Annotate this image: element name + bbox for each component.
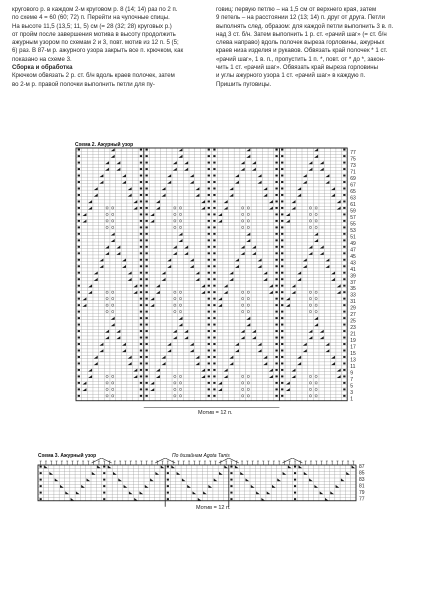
scheme3-motif-label: Мотив = 12 п. xyxy=(196,505,231,511)
left-paragraph-line: от пройм после завершения мотива в высоту продолжить xyxy=(12,30,176,38)
section-heading-assembly: Сборка и обработка xyxy=(12,64,73,72)
scheme2-row-number: 51 xyxy=(350,234,356,241)
right-paragraph-line: Пришить пуговицы. xyxy=(216,80,272,88)
scheme2-row-number: 69 xyxy=(350,176,356,183)
scheme2-motif-label: Мотив = 12 п. xyxy=(198,410,233,416)
scheme3-row-number: 87 xyxy=(359,463,365,470)
right-paragraph xyxy=(216,6,416,89)
scheme2-row-number: 49 xyxy=(350,240,356,247)
left-paragraph-line: ажурным узором по схемам 2 и 3, повт. мотив из 12 п. 5 (5; xyxy=(12,39,179,47)
scheme2-row-number: 47 xyxy=(350,247,356,254)
scheme2-row-number: 75 xyxy=(350,156,356,163)
scheme3-credit: По дизайнам Agota Tanis xyxy=(172,453,230,459)
scheme2-row-number: 37 xyxy=(350,279,356,286)
scheme2-row-number: 7 xyxy=(350,376,353,383)
scheme2-row-number: 35 xyxy=(350,286,356,293)
left-paragraph-2-line: Крючком обвязать 2 р. ст. б/н вдоль краев полочек, затем xyxy=(12,72,175,80)
right-paragraph-line: слева направо) вдоль полочек выреза горловины, ажурных xyxy=(216,39,385,47)
scheme2-row-number: 1 xyxy=(350,396,353,403)
left-paragraph-line: 6) раз. В 87-м р. ажурного узора закрыть все п. крючком, как xyxy=(12,47,184,55)
scheme2-row-number: 73 xyxy=(350,163,356,170)
scheme2-row-number: 13 xyxy=(350,357,356,364)
scheme3-symbols xyxy=(40,465,356,500)
scheme2-title: Схема 2. Ажурный узор xyxy=(75,142,134,148)
scheme3-row-number: 83 xyxy=(359,476,365,483)
left-paragraph-line: На высоте 11,5 (13,5; 11, 5) см (= 28 (32; 28) круговых р.) xyxy=(12,22,172,30)
scheme3-row-number: 77 xyxy=(359,496,365,503)
scheme2-row-number: 11 xyxy=(350,363,356,370)
right-paragraph-line: выполнять след. образом: для каждой петли выполнить 3 в. п. xyxy=(216,22,394,30)
scheme3-title: Схема 3. Ажурный узор xyxy=(38,453,97,459)
left-paragraph xyxy=(12,6,205,64)
scheme2-row-number: 77 xyxy=(350,150,356,157)
scheme2-row-number: 59 xyxy=(350,208,356,215)
scheme2-row-number: 39 xyxy=(350,273,356,280)
scheme2-grid xyxy=(76,148,347,401)
scheme2-row-number: 67 xyxy=(350,182,356,189)
scheme3-row-number: 81 xyxy=(359,483,365,490)
left-paragraph-2-line: во 2-м р. правой полочки выполнить петли для пу- xyxy=(12,80,155,88)
scheme2-row-number: 5 xyxy=(350,383,353,390)
right-paragraph-line: 9 петель – на расстоянии 12 (13; 14) п. друг от друга. Петли xyxy=(216,14,385,22)
left-paragraph-line: показано на схеме 3. xyxy=(12,55,72,63)
left-paragraph-line: кругового р. в каждом 2-м круговом р. 8 (14; 14) раз по 2 п. xyxy=(12,6,178,13)
scheme2-row-number: 17 xyxy=(350,344,356,351)
scheme2-row-number: 23 xyxy=(350,325,356,332)
left-paragraph-line: по схеме 4 = 60 (60; 72) п. Перейти на чулочные спицы. xyxy=(12,14,170,22)
scheme2-row-number: 53 xyxy=(350,227,356,234)
scheme2-row-number: 9 xyxy=(350,370,353,377)
right-paragraph-line: над 3 ст. б/н. Затем выполнить 1 р. ст. «рачий шаг» (= ст. б/н xyxy=(216,30,387,38)
scheme2-row-number: 25 xyxy=(350,318,356,325)
scheme2-row-number: 15 xyxy=(350,351,356,358)
scheme3-crochet-edge xyxy=(40,458,355,465)
scheme2-row-number: 57 xyxy=(350,214,356,221)
scheme2-row-number: 3 xyxy=(350,389,353,396)
right-paragraph-line: чить 1 ст. «рачий шаг». Обвязать край выреза горловины xyxy=(216,64,378,72)
scheme2-row-number: 63 xyxy=(350,195,356,202)
scheme2-row-number: 55 xyxy=(350,221,356,228)
scheme3-row-number: 79 xyxy=(359,489,365,496)
right-paragraph-line: краев низа изделия и рукавов. Обвязать край полочек * 1 ст. xyxy=(216,47,388,55)
scheme2-row-number: 71 xyxy=(350,169,356,176)
scheme2-row-number: 31 xyxy=(350,299,356,306)
scheme3-chart xyxy=(36,458,382,508)
scheme2-row-number: 45 xyxy=(350,253,356,260)
right-paragraph-line: и углы ажурного узора 1 ст. «рачий шаг» в каждую п. xyxy=(216,72,366,80)
scheme2-row-number: 29 xyxy=(350,305,356,312)
scheme2-row-number: 61 xyxy=(350,201,356,208)
right-paragraph-line: говиц: первую петлю – на 1,5 см от верхнего края, затем xyxy=(216,6,377,13)
left-paragraph-2 xyxy=(12,72,205,89)
scheme2-row-number: 21 xyxy=(350,331,356,338)
scheme2-row-number: 41 xyxy=(350,266,356,273)
scheme2-row-number: 19 xyxy=(350,338,356,345)
scheme3-grid xyxy=(38,465,356,501)
scheme2-row-number: 43 xyxy=(350,260,356,267)
scheme2-row-number: 27 xyxy=(350,312,356,319)
right-paragraph-line: «рачий шаг», 1 в. п., пропустить 1 п. *, повт. от * до *, закон- xyxy=(216,55,386,63)
scheme2-row-number: 65 xyxy=(350,189,356,196)
scheme3-row-number: 85 xyxy=(359,470,365,477)
scheme2-chart xyxy=(70,146,360,410)
text-column-left xyxy=(12,6,205,89)
text-column-right xyxy=(216,6,416,89)
scheme2-row-number: 33 xyxy=(350,292,356,299)
